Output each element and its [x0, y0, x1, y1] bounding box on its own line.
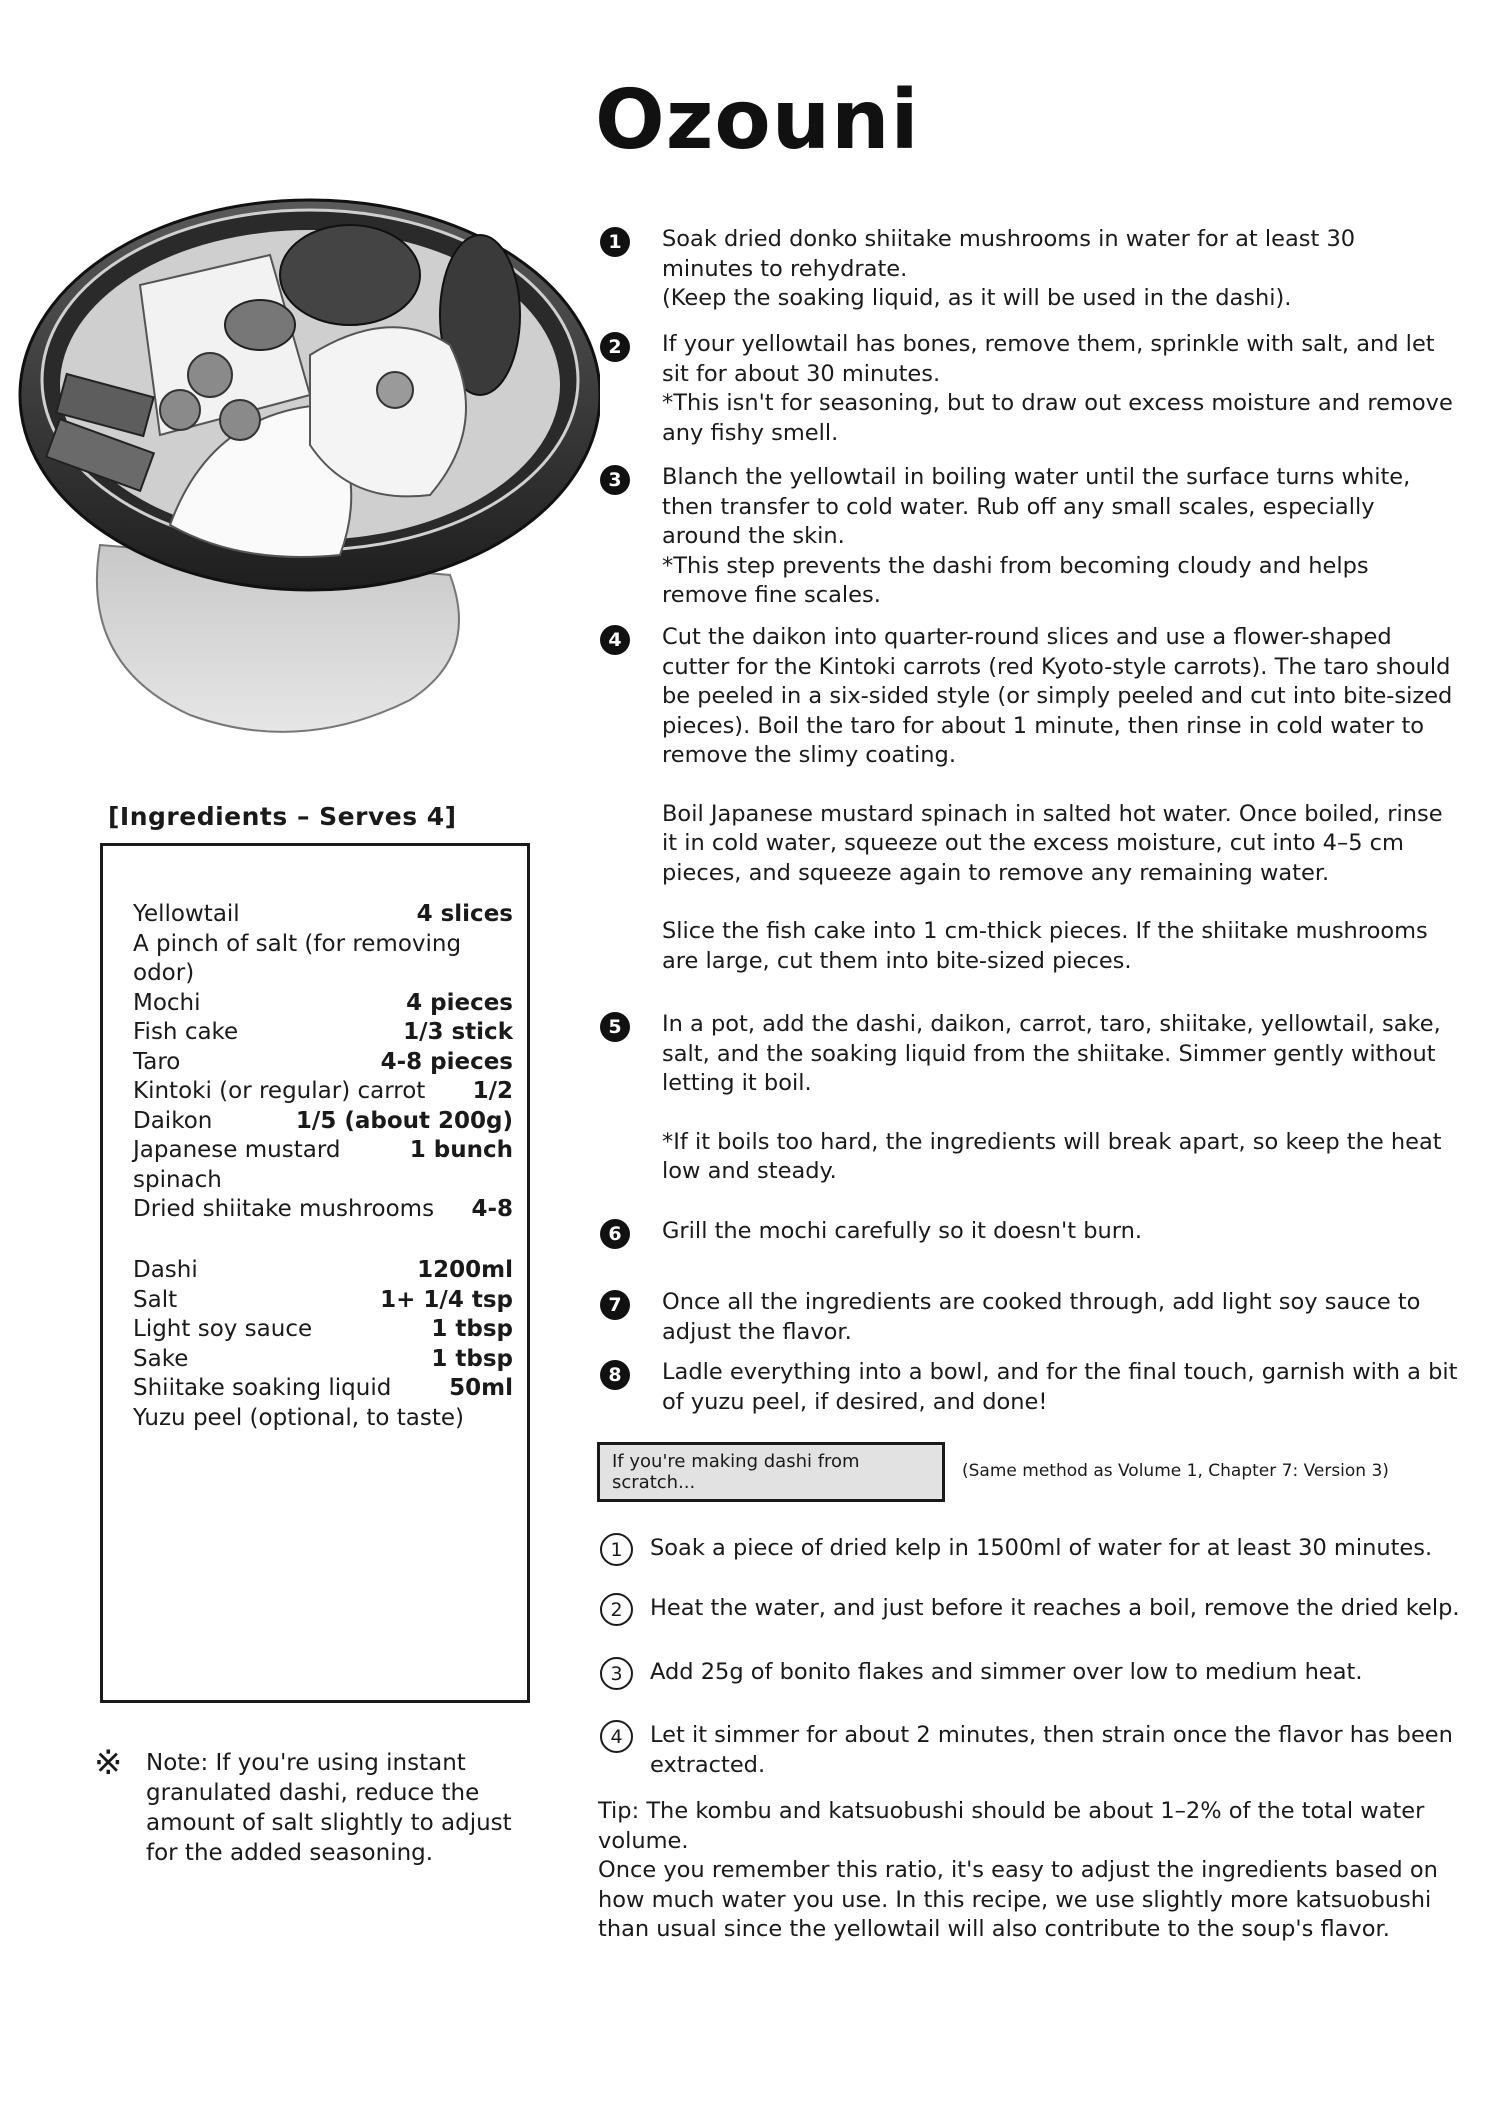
- step-6: [600, 1217, 1460, 1247]
- ingredient-qty: 1 tbsp: [431, 1316, 513, 1342]
- ingredient-row: [133, 989, 513, 1019]
- ingredient-qty: 1/5 (about 200g): [295, 1107, 513, 1134]
- step-3: [600, 463, 1460, 611]
- step-text: *This step prevents the dashi from becoming cloudy and helps remove fine scales.: [662, 552, 1369, 608]
- ingredient-name: Taro: [133, 1048, 181, 1075]
- ingredient-qty: 1/3 stick: [403, 1019, 513, 1045]
- ingredient-name: Sake: [133, 1345, 189, 1372]
- tip-line: Tip: The kombu and katsuobushi should be about 1–2% of the total water volume.: [598, 1798, 1425, 1854]
- ingredients-main-list: [133, 900, 513, 1225]
- ingredient-name: Mochi: [133, 989, 201, 1016]
- ingredient-qty: 4 pieces: [406, 989, 513, 1016]
- step-1: [600, 225, 1460, 314]
- ingredient-name: Daikon: [133, 1107, 213, 1134]
- dashi-step-number: 4: [600, 1720, 633, 1753]
- asterisk-note-icon: ※: [94, 1743, 123, 1783]
- step-text: If your yellowtail has bones, remove them, sprinkle with salt, and let sit for about 30 minutes.: [662, 331, 1435, 387]
- ingredient-name: A pinch of salt (for removing odor): [133, 930, 462, 986]
- ingredient-qty: 50ml: [449, 1375, 513, 1401]
- step-number-badge: 6: [600, 1219, 630, 1249]
- step-number-badge: 7: [600, 1290, 630, 1320]
- step-text: *If it boils too hard, the ingredients will break apart, so keep the heat low and steady.: [662, 1128, 1442, 1184]
- ingredient-qty: 1 tbsp: [431, 1345, 513, 1372]
- step-number-badge: 4: [600, 625, 630, 655]
- dashi-step-2: [600, 1593, 1460, 1623]
- dashi-step-3: [600, 1657, 1460, 1687]
- ingredient-row: [133, 1048, 513, 1078]
- step-7: [600, 1288, 1460, 1347]
- step-text: Soak dried donko shiitake mushrooms in water for at least 30 minutes to rehydrate.: [662, 226, 1356, 282]
- step-text: Ladle everything into a bowl, and for the final touch, garnish with a bit of yuzu peel, if desired, and done!: [662, 1359, 1458, 1415]
- step-number-badge: 1: [600, 227, 630, 257]
- ingredient-qty: 1200ml: [417, 1257, 513, 1283]
- dashi-step-number: 2: [600, 1593, 633, 1626]
- ingredient-name: Shiitake soaking liquid: [133, 1375, 392, 1401]
- ingredients-broth-list: [133, 1256, 513, 1433]
- ingredient-row: [133, 1256, 513, 1286]
- dashi-step-4: [600, 1720, 1460, 1780]
- ingredient-row: [133, 1315, 513, 1345]
- ingredient-qty: 4-8: [471, 1196, 513, 1222]
- ingredient-row: [133, 1345, 513, 1375]
- ingredient-name: Dashi: [133, 1257, 198, 1283]
- ingredient-row: [133, 1286, 513, 1316]
- ingredient-name: Light soy sauce: [133, 1316, 313, 1342]
- ingredient-name: Kintoki (or regular) carrot: [133, 1078, 426, 1104]
- ingredient-name: Japanese mustard spinach: [133, 1137, 341, 1193]
- step-4: [600, 623, 1460, 976]
- dashi-step-text: Heat the water, and just before it reaches a boil, remove the dried kelp.: [650, 1595, 1460, 1621]
- ingredient-row: [133, 900, 513, 930]
- ingredient-row: [133, 1195, 513, 1225]
- step-number-badge: 8: [600, 1360, 630, 1390]
- ingredient-name: Yuzu peel (optional, to taste): [133, 1404, 464, 1431]
- ingredient-qty: 1+ 1/4 tsp: [380, 1286, 513, 1313]
- ingredient-row: [133, 1018, 513, 1048]
- ingredient-qty: 1/2: [472, 1078, 513, 1104]
- note-text: Note: If you're using instant granulated dashi, reduce the amount of salt slightly to adjust for the added seasoning.: [146, 1750, 512, 1866]
- step-text: Grill the mochi carefully so it doesn't burn.: [662, 1218, 1143, 1244]
- page-title: Ozouni: [595, 73, 920, 168]
- step-text: Blanch the yellowtail in boiling water until the surface turns white, then transfer to cold water. Rub off any small scales, especially around the skin.: [662, 464, 1411, 549]
- tip-line: Once you remember this ratio, it's easy to adjust the ingredients based on how much water you use. In this recipe, we use slightly more katsuobushi than usual since the yellowtail will also contribute to the soup's flavor.: [598, 1857, 1438, 1942]
- step-5: [600, 1010, 1460, 1187]
- step-number-badge: 3: [600, 465, 630, 495]
- ingredient-qty: 1 bunch: [409, 1137, 513, 1163]
- dashi-step-text: Add 25g of bonito flakes and simmer over low to medium heat.: [650, 1659, 1363, 1685]
- step-number-badge: 2: [600, 332, 630, 362]
- ingredient-row: [133, 1136, 513, 1195]
- ingredient-row: [133, 930, 513, 989]
- ingredients-heading: [Ingredients – Serves 4]: [108, 802, 457, 831]
- step-text: *This isn't for seasoning, but to draw out excess moisture and remove any fishy smell.: [662, 390, 1453, 446]
- ingredient-name: Salt: [133, 1286, 178, 1313]
- step-2: [600, 330, 1460, 448]
- step-8: [600, 1358, 1460, 1417]
- ingredient-row: [133, 1404, 513, 1434]
- dashi-reference: (Same method as Volume 1, Chapter 7: Version 3): [962, 1461, 1389, 1481]
- ozouni-bowl-illustration: [10, 195, 600, 770]
- ingredient-qty: 4 slices: [416, 901, 513, 927]
- ingredient-row: [133, 1077, 513, 1107]
- ingredient-name: Fish cake: [133, 1019, 239, 1045]
- step-number-badge: 5: [600, 1012, 630, 1042]
- step-text: In a pot, add the dashi, daikon, carrot, taro, shiitake, yellowtail, sake, salt, and the soaking liquid from the shiitake. Simmer gently without letting it boil.: [662, 1011, 1441, 1096]
- dashi-step-1: [600, 1533, 1460, 1563]
- ingredient-row: [133, 1107, 513, 1137]
- dashi-callout-box: If you're making dashi from scratch...: [597, 1442, 945, 1502]
- dashi-step-text: Soak a piece of dried kelp in 1500ml of water for at least 30 minutes.: [650, 1535, 1433, 1561]
- ingredient-row: [133, 1374, 513, 1404]
- step-text: Slice the fish cake into 1 cm-thick pieces. If the shiitake mushrooms are large, cut them into bite-sized pieces.: [662, 918, 1428, 974]
- ingredient-name: Dried shiitake mushrooms: [133, 1196, 435, 1222]
- dashi-step-number: 3: [600, 1657, 633, 1690]
- tip-block: [598, 1797, 1458, 1945]
- dashi-step-number: 1: [600, 1533, 633, 1566]
- step-text: Once all the ingredients are cooked through, add light soy sauce to adjust the flavor.: [662, 1289, 1421, 1345]
- step-text: Boil Japanese mustard spinach in salted hot water. Once boiled, rinse it in cold water, squeeze out the excess moisture, cut into 4–5 cm pieces, and squeeze again to remove any remaining water.: [662, 800, 1443, 886]
- ingredient-name: Yellowtail: [133, 901, 240, 927]
- dashi-step-text: Let it simmer for about 2 minutes, then strain once the flavor has been extracted.: [650, 1722, 1453, 1778]
- step-text: (Keep the soaking liquid, as it will be used in the dashi).: [662, 285, 1292, 311]
- step-text: Cut the daikon into quarter-round slices and use a flower-shaped cutter for the Kintoki carrots (red Kyoto-style carrots). The taro should be peeled in a six-sided style (or simply peeled and cut into bite-sized pieces). Boil the taro for about 1 minute, then rinse in cold water to remove the slimy coating.: [662, 624, 1453, 768]
- ingredient-qty: 4-8 pieces: [380, 1048, 513, 1075]
